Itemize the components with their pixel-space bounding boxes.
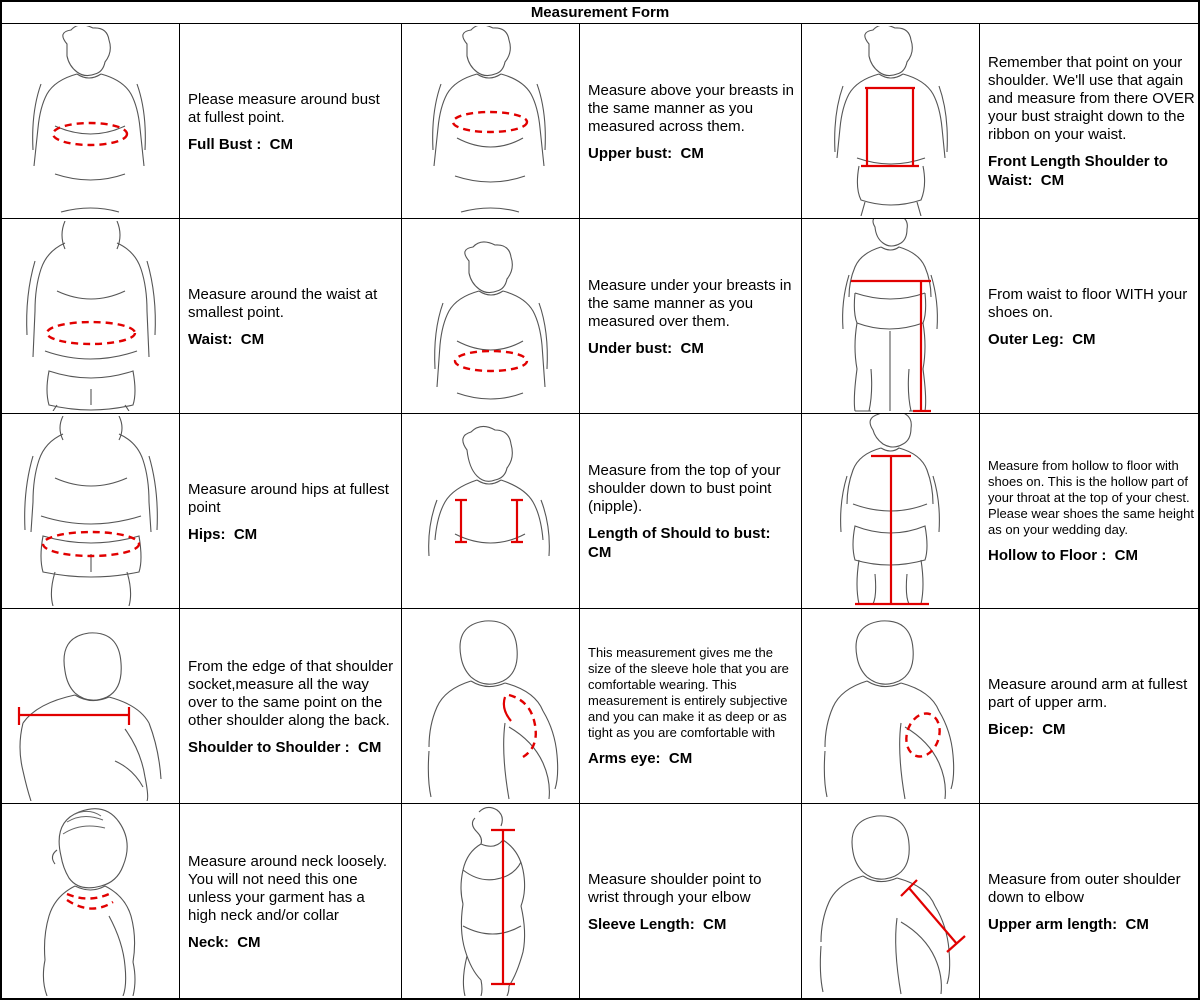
text-arms-eye <box>580 609 802 803</box>
desc-hips: Measure around hips at fullest point <box>188 480 389 516</box>
unit-length-shoulder-to-bust: CM <box>588 544 612 561</box>
text-upper-arm-length <box>980 804 1200 998</box>
desc-bicep: Measure around arm at fullest part of upper arm. <box>988 675 1188 711</box>
label-arms-eye-text: Arms eye: <box>588 749 661 767</box>
figure-neck <box>2 804 180 998</box>
label-upper-bust-text: Upper bust: <box>588 144 673 162</box>
desc-sleeve-length: Measure shoulder point to wrist through your elbow <box>588 870 762 906</box>
label-shoulder-to-shoulder-text: Shoulder to Shoulder : <box>188 738 350 756</box>
label-front-length-shoulder-to-waist-text: Front Length Shoulder to Waist: <box>988 153 1168 189</box>
text-hips <box>180 414 402 608</box>
figure-waist <box>2 219 180 413</box>
table-row <box>2 804 1198 998</box>
desc-full-bust: Please measure around bust at fullest point. <box>188 90 380 126</box>
desc-upper-arm-length: Measure from outer shoulder down to elbow <box>988 870 1181 906</box>
figure-upper-arm-length <box>802 804 980 998</box>
label-outer-leg <box>988 330 1196 349</box>
figure-under-bust <box>402 219 580 413</box>
text-sleeve-length <box>580 804 802 998</box>
desc-outer-leg: From waist to floor WITH your shoes on. <box>988 285 1188 321</box>
label-full-bust-text: Full Bust : <box>188 135 262 153</box>
figure-front-length-shoulder-to-waist <box>802 24 980 218</box>
text-upper-bust <box>580 24 802 218</box>
label-length-shoulder-to-bust-text: Length of Should to bust: <box>588 525 771 542</box>
table-row <box>2 219 1198 414</box>
unit-front-length-shoulder-to-waist: CM <box>1040 172 1065 189</box>
unit-sleeve-length: CM <box>703 915 727 933</box>
unit-waist: CM <box>240 330 265 348</box>
text-front-length-shoulder-to-waist <box>980 24 1200 218</box>
unit-bicep: CM <box>1042 720 1066 738</box>
label-upper-arm-length-text: Upper arm length: <box>988 915 1118 933</box>
figure-sleeve-length <box>402 804 580 998</box>
unit-outer-leg: CM <box>1072 330 1096 348</box>
unit-hollow-to-floor: CM <box>1114 546 1138 564</box>
label-waist-text: Waist: <box>188 330 233 348</box>
unit-upper-bust: CM <box>680 144 704 162</box>
text-shoulder-to-shoulder <box>180 609 402 803</box>
desc-hollow-to-floor: Measure from hollow to floor with shoes on. This is the hollow part of your throat at the top of your chest. Please wear shoes the same height as on your wedding day. <box>988 457 1194 537</box>
label-front-length-shoulder-to-waist <box>988 152 1196 190</box>
table-row <box>2 24 1198 219</box>
label-length-shoulder-to-bust <box>588 524 795 562</box>
unit-under-bust: CM <box>680 339 704 357</box>
desc-under-bust: Measure under your breasts in the same manner as you measured over them. <box>588 276 792 330</box>
unit-neck: CM <box>237 933 261 951</box>
label-under-bust-text: Under bust: <box>588 339 673 357</box>
text-under-bust <box>580 219 802 413</box>
desc-neck: Measure around neck loosely. You will not need this one unless your garment has a high neck and/or collar <box>188 852 387 924</box>
label-shoulder-to-shoulder <box>188 738 395 757</box>
label-bicep <box>988 720 1196 739</box>
table-row <box>2 414 1198 609</box>
measurement-grid <box>2 24 1198 998</box>
text-bicep <box>980 609 1200 803</box>
figure-outer-leg <box>802 219 980 413</box>
text-hollow-to-floor <box>980 414 1200 608</box>
label-outer-leg-text: Outer Leg: <box>988 330 1064 348</box>
desc-length-shoulder-to-bust: Measure from the top of your shoulder down to bust point (nipple). <box>588 462 781 515</box>
label-upper-arm-length <box>988 915 1196 934</box>
label-bicep-text: Bicep: <box>988 720 1034 738</box>
table-row <box>2 609 1198 804</box>
label-upper-bust <box>588 144 795 163</box>
page-title: Measurement Form <box>2 2 1198 24</box>
unit-arms-eye: CM <box>668 749 693 767</box>
desc-upper-bust: Measure above your breasts in the same manner as you measured across them. <box>588 81 794 135</box>
label-under-bust <box>588 339 795 358</box>
label-full-bust <box>188 135 395 154</box>
text-neck <box>180 804 402 998</box>
label-neck <box>188 933 395 952</box>
figure-hips <box>2 414 180 608</box>
text-waist <box>180 219 402 413</box>
unit-upper-arm-length: CM <box>1125 915 1149 933</box>
label-hips-text: Hips: <box>188 525 226 543</box>
figure-hollow-to-floor <box>802 414 980 608</box>
figure-upper-bust <box>402 24 580 218</box>
desc-front-length-shoulder-to-waist: Remember that point on your shoulder. We'll use that again and measure from there OVER your bust straight down to the ribbon on your waist. <box>988 54 1195 143</box>
label-arms-eye <box>588 749 795 768</box>
text-length-shoulder-to-bust <box>580 414 802 608</box>
label-sleeve-length <box>588 915 795 934</box>
label-waist <box>188 330 395 349</box>
desc-arms-eye: This measurement gives me the size of the sleeve hole that you are comfortable wearing. This measurement is entirely subjective and you can make it as deep or as tight as you are comfortable with <box>588 644 789 740</box>
label-hollow-to-floor <box>988 546 1196 565</box>
figure-arms-eye <box>402 609 580 803</box>
text-outer-leg <box>980 219 1200 413</box>
figure-shoulder-to-shoulder <box>2 609 180 803</box>
unit-hips: CM <box>233 525 258 543</box>
unit-shoulder-to-shoulder: CM <box>358 738 382 756</box>
figure-length-shoulder-to-bust <box>402 414 580 608</box>
desc-waist: Measure around the waist at smallest point. <box>188 285 378 321</box>
desc-shoulder-to-shoulder: From the edge of that shoulder socket,measure all the way over to the same point on the other shoulder along the back. <box>188 657 394 729</box>
label-sleeve-length-text: Sleeve Length: <box>588 915 695 933</box>
figure-full-bust <box>2 24 180 218</box>
label-hollow-to-floor-text: Hollow to Floor : <box>988 546 1107 564</box>
label-neck-text: Neck: <box>188 933 229 951</box>
label-hips <box>188 525 395 544</box>
figure-bicep <box>802 609 980 803</box>
text-full-bust <box>180 24 402 218</box>
unit-full-bust: CM <box>269 135 293 153</box>
